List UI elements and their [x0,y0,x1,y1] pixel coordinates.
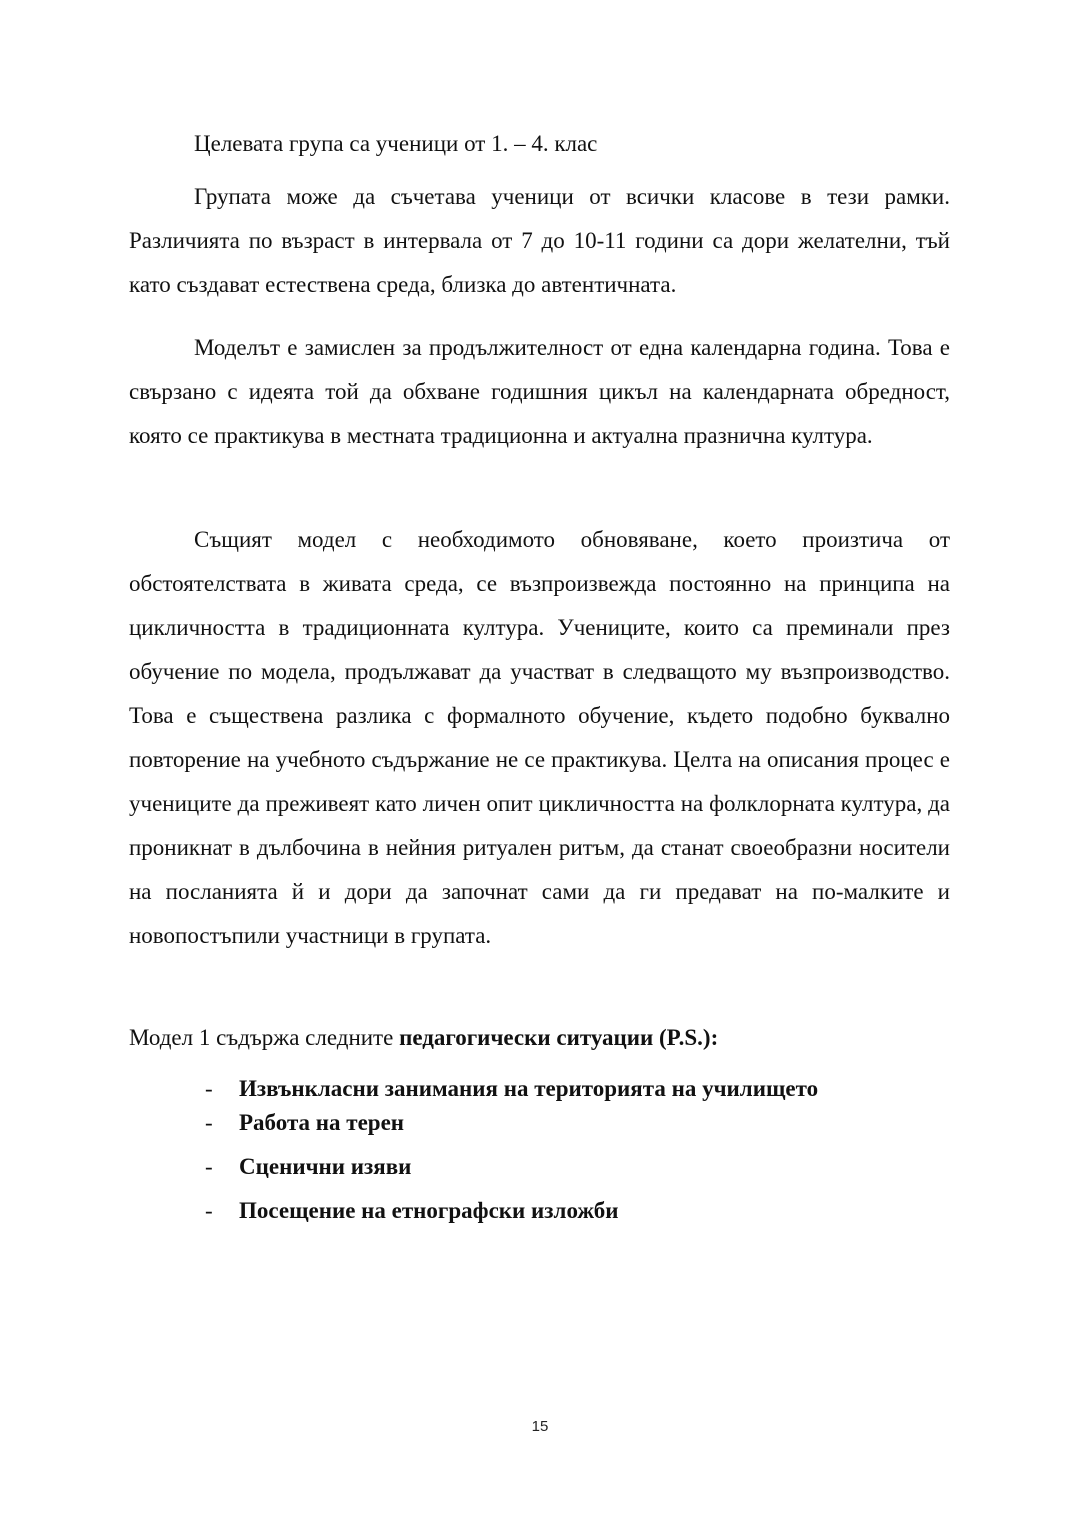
paragraph-duration: Моделът е замислен за продължителност от една календарна година. Това е свързано с идеята той да обхване годишния цикъл на календарната обредност, която се практикува в местната традиционна и актуална празнична култура. [129,335,950,448]
paragraph-group-composition: Групата може да съчетава ученици от всички класове в тези рамки. Различията по възраст в интервала от 7 до 10-11 години са дори желателни, тъй като създават естествена среда, близка до автентичната. [129,184,950,297]
situations-list [205,1072,818,1228]
situation-label: Сценични изяви [239,1154,412,1179]
list-item [205,1106,818,1140]
model-intro-prefix: Модел 1 съдържа следните [129,1025,400,1050]
model-intro-emphasis: педагогически ситуации (P.S.): [399,1025,719,1050]
paragraph-cyclicity: Същият модел с необходимото обновяване, което произтича от обстоятелствата в живата среда, се възпроизвежда постоянно на принципа на цикличността в традиционната култура. Учениците, които са преминали през обучение по модела, продължават да участват в следващото му възпроизводство. Това е съществена разлика с формалното обучение, където подобно буквално повторение на учебното съдържание не се практикува. Целта на описания процес е учениците да преживеят като личен опит цикличността на фолклорната култура, да проникнат в дълбочина в нейния ритуален ритъм, да станат своеобразни носители на посланията й и дори да започнат сами да ги предават на по-малките и новопостъпили участници в групата. [129,527,950,948]
bullet-dash: - [205,1198,213,1223]
situation-label: Посещение на етнографски изложби [239,1198,619,1223]
bullet-dash: - [205,1076,213,1101]
situation-label: Работа на терен [239,1110,405,1135]
situation-label: Извънкласни занимания на територията на училището [239,1076,819,1101]
bullet-dash: - [205,1154,213,1179]
list-item [205,1072,818,1106]
bullet-dash: - [205,1110,213,1135]
list-item [205,1150,818,1184]
page-number: 15 [531,1418,549,1435]
paragraph-target-group: Целевата група са ученици от 1. – 4. клас [194,131,598,156]
paragraph-model-intro [129,1016,950,1060]
list-item [205,1194,818,1228]
